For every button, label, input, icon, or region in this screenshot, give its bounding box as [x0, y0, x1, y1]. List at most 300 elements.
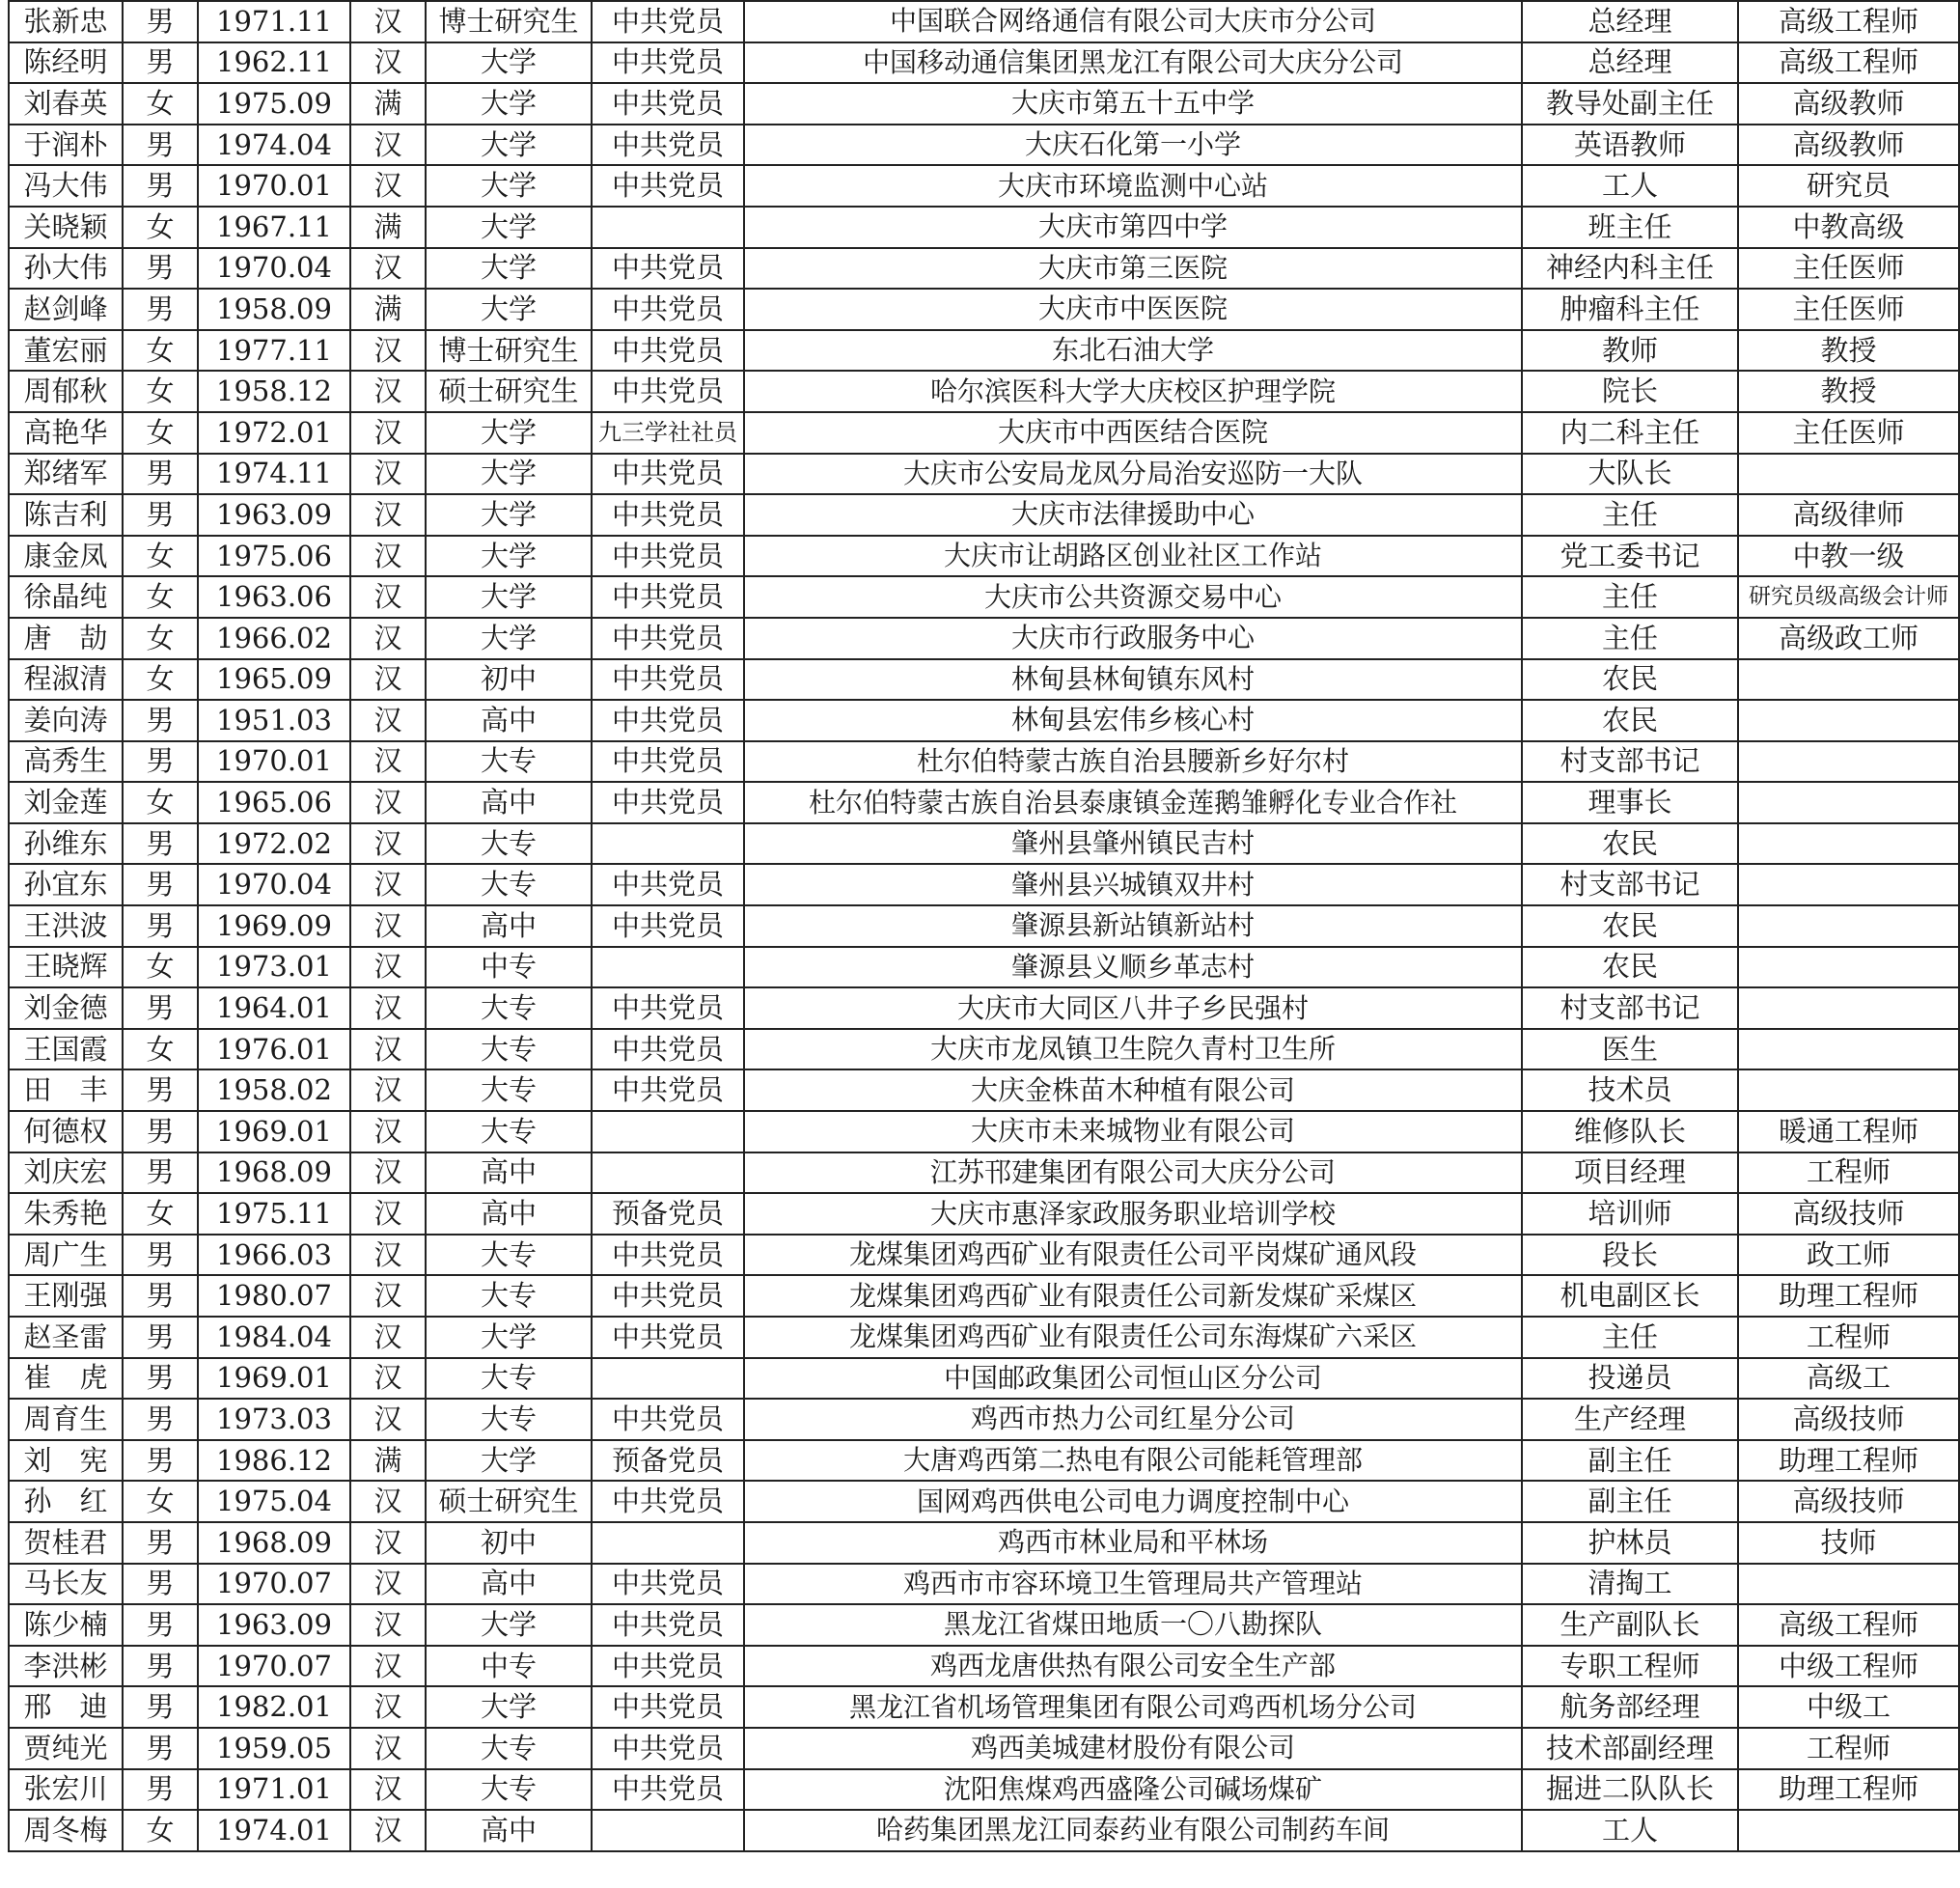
cell-party: 中共党员 — [592, 289, 744, 330]
cell-position: 村支部书记 — [1522, 987, 1738, 1029]
table-row — [9, 165, 1959, 207]
cell-party: 中共党员 — [592, 1728, 744, 1769]
cell-position: 院长 — [1522, 371, 1738, 412]
cell-organization: 龙煤集团鸡西矿业有限责任公司平岗煤矿通风段 — [744, 1235, 1522, 1276]
cell-education: 大学 — [426, 412, 592, 454]
cell-party: 九三学社社员 — [592, 412, 744, 454]
cell-organization: 鸡西市林业局和平林场 — [744, 1522, 1522, 1564]
cell-birth: 1975.09 — [198, 83, 350, 125]
cell-gender: 女 — [123, 1193, 198, 1235]
table-row — [9, 454, 1959, 495]
cell-ethnicity: 汉 — [350, 1810, 426, 1851]
cell-ethnicity: 汉 — [350, 1399, 426, 1440]
cell-gender: 男 — [123, 494, 198, 536]
cell-party — [592, 823, 744, 865]
cell-education: 大学 — [426, 454, 592, 495]
cell-party: 中共党员 — [592, 42, 744, 84]
cell-title: 政工师 — [1738, 1235, 1959, 1276]
cell-party: 中共党员 — [592, 1029, 744, 1070]
cell-organization: 林甸县宏伟乡核心村 — [744, 700, 1522, 741]
cell-education: 高中 — [426, 905, 592, 947]
cell-position: 主任 — [1522, 1317, 1738, 1358]
cell-birth: 1970.07 — [198, 1564, 350, 1605]
cell-gender: 男 — [123, 1235, 198, 1276]
cell-name: 马长友 — [9, 1564, 123, 1605]
cell-birth: 1962.11 — [198, 42, 350, 84]
cell-name: 邢 迪 — [9, 1686, 123, 1728]
cell-organization: 大庆市第四中学 — [744, 207, 1522, 248]
table-row — [9, 1235, 1959, 1276]
cell-party: 中共党员 — [592, 494, 744, 536]
cell-name: 崔 虎 — [9, 1358, 123, 1400]
cell-ethnicity: 汉 — [350, 1029, 426, 1070]
cell-gender: 男 — [123, 1728, 198, 1769]
cell-gender: 男 — [123, 248, 198, 290]
cell-organization: 中国移动通信集团黑龙江有限公司大庆分公司 — [744, 42, 1522, 84]
cell-position: 大队长 — [1522, 454, 1738, 495]
cell-birth: 1970.04 — [198, 248, 350, 290]
cell-title — [1738, 1810, 1959, 1851]
cell-gender: 女 — [123, 1481, 198, 1522]
cell-ethnicity: 汉 — [350, 905, 426, 947]
cell-party: 中共党员 — [592, 741, 744, 783]
cell-title: 助理工程师 — [1738, 1769, 1959, 1811]
cell-organization: 大庆市行政服务中心 — [744, 618, 1522, 659]
cell-ethnicity: 汉 — [350, 1522, 426, 1564]
cell-ethnicity: 汉 — [350, 987, 426, 1029]
cell-party: 中共党员 — [592, 1399, 744, 1440]
table-row — [9, 494, 1959, 536]
cell-birth: 1963.09 — [198, 1604, 350, 1646]
cell-birth: 1975.06 — [198, 536, 350, 577]
cell-ethnicity: 汉 — [350, 1728, 426, 1769]
cell-party: 中共党员 — [592, 864, 744, 905]
cell-birth: 1972.01 — [198, 412, 350, 454]
cell-party — [592, 1152, 744, 1194]
cell-title — [1738, 782, 1959, 823]
cell-education: 大专 — [426, 1399, 592, 1440]
cell-ethnicity: 汉 — [350, 1564, 426, 1605]
cell-title: 高级工程师 — [1738, 42, 1959, 84]
cell-education: 大学 — [426, 618, 592, 659]
cell-position: 航务部经理 — [1522, 1686, 1738, 1728]
cell-party — [592, 1810, 744, 1851]
cell-gender: 女 — [123, 1029, 198, 1070]
cell-education: 高中 — [426, 700, 592, 741]
cell-education: 高中 — [426, 1564, 592, 1605]
cell-ethnicity: 汉 — [350, 42, 426, 84]
cell-gender: 男 — [123, 1, 198, 42]
cell-gender: 男 — [123, 1564, 198, 1605]
roster-body — [9, 1, 1959, 1851]
roster-table — [8, 0, 1960, 1852]
cell-organization: 林甸县林甸镇东风村 — [744, 659, 1522, 701]
cell-gender: 女 — [123, 576, 198, 618]
cell-name: 陈少楠 — [9, 1604, 123, 1646]
cell-education: 大学 — [426, 1440, 592, 1482]
cell-organization: 鸡西市热力公司红星分公司 — [744, 1399, 1522, 1440]
cell-birth: 1965.09 — [198, 659, 350, 701]
cell-name: 康金凤 — [9, 536, 123, 577]
cell-organization: 中国联合网络通信有限公司大庆市分公司 — [744, 1, 1522, 42]
cell-name: 刘 宪 — [9, 1440, 123, 1482]
table-row — [9, 83, 1959, 125]
cell-birth: 1958.02 — [198, 1069, 350, 1111]
cell-ethnicity: 汉 — [350, 1, 426, 42]
table-row — [9, 1604, 1959, 1646]
cell-name: 李洪彬 — [9, 1646, 123, 1687]
cell-position: 总经理 — [1522, 1, 1738, 42]
table-row — [9, 618, 1959, 659]
cell-ethnicity: 满 — [350, 1440, 426, 1482]
table-row — [9, 1564, 1959, 1605]
cell-title — [1738, 1564, 1959, 1605]
cell-gender: 男 — [123, 1069, 198, 1111]
table-row — [9, 1399, 1959, 1440]
cell-organization: 大庆市公共资源交易中心 — [744, 576, 1522, 618]
cell-name: 于润朴 — [9, 125, 123, 166]
cell-organization: 东北石油大学 — [744, 330, 1522, 372]
cell-organization: 大庆市第三医院 — [744, 248, 1522, 290]
cell-birth: 1970.07 — [198, 1646, 350, 1687]
cell-education: 中专 — [426, 947, 592, 988]
cell-birth: 1970.01 — [198, 741, 350, 783]
cell-name: 孙维东 — [9, 823, 123, 865]
table-row — [9, 1686, 1959, 1728]
cell-title: 工程师 — [1738, 1317, 1959, 1358]
cell-title: 高级工程师 — [1738, 1, 1959, 42]
cell-party: 中共党员 — [592, 659, 744, 701]
cell-position: 技术员 — [1522, 1069, 1738, 1111]
cell-ethnicity: 汉 — [350, 536, 426, 577]
cell-position: 农民 — [1522, 905, 1738, 947]
table-row — [9, 823, 1959, 865]
cell-position: 主任 — [1522, 494, 1738, 536]
cell-organization: 大庆市第五十五中学 — [744, 83, 1522, 125]
cell-education: 大专 — [426, 987, 592, 1029]
cell-gender: 女 — [123, 782, 198, 823]
cell-organization: 大庆石化第一小学 — [744, 125, 1522, 166]
cell-ethnicity: 汉 — [350, 1275, 426, 1317]
table-row — [9, 1152, 1959, 1194]
cell-ethnicity: 汉 — [350, 1235, 426, 1276]
cell-position: 班主任 — [1522, 207, 1738, 248]
cell-name: 孙 红 — [9, 1481, 123, 1522]
table-row — [9, 1317, 1959, 1358]
cell-title: 主任医师 — [1738, 412, 1959, 454]
cell-organization: 大庆市公安局龙凤分局治安巡防一大队 — [744, 454, 1522, 495]
cell-education: 大专 — [426, 1769, 592, 1811]
cell-title — [1738, 454, 1959, 495]
cell-title: 中级工程师 — [1738, 1646, 1959, 1687]
cell-organization: 哈尔滨医科大学大庆校区护理学院 — [744, 371, 1522, 412]
cell-education: 大专 — [426, 1029, 592, 1070]
cell-gender: 男 — [123, 1686, 198, 1728]
cell-birth: 1969.09 — [198, 905, 350, 947]
cell-position: 项目经理 — [1522, 1152, 1738, 1194]
cell-name: 高艳华 — [9, 412, 123, 454]
cell-ethnicity: 汉 — [350, 371, 426, 412]
cell-birth: 1980.07 — [198, 1275, 350, 1317]
cell-education: 硕士研究生 — [426, 371, 592, 412]
cell-position: 肿瘤科主任 — [1522, 289, 1738, 330]
cell-ethnicity: 汉 — [350, 1646, 426, 1687]
table-row — [9, 248, 1959, 290]
table-row — [9, 905, 1959, 947]
table-row — [9, 1810, 1959, 1851]
cell-party: 中共党员 — [592, 987, 744, 1029]
cell-education: 大学 — [426, 536, 592, 577]
cell-title — [1738, 905, 1959, 947]
cell-organization: 肇源县新站镇新站村 — [744, 905, 1522, 947]
cell-education: 大学 — [426, 248, 592, 290]
cell-education: 大专 — [426, 1111, 592, 1152]
cell-position: 医生 — [1522, 1029, 1738, 1070]
cell-birth: 1986.12 — [198, 1440, 350, 1482]
cell-education: 大学 — [426, 83, 592, 125]
cell-position: 农民 — [1522, 700, 1738, 741]
cell-ethnicity: 汉 — [350, 165, 426, 207]
cell-birth: 1958.12 — [198, 371, 350, 412]
cell-party: 中共党员 — [592, 618, 744, 659]
cell-name: 高秀生 — [9, 741, 123, 783]
cell-party: 中共党员 — [592, 782, 744, 823]
cell-name: 陈经明 — [9, 42, 123, 84]
cell-position: 总经理 — [1522, 42, 1738, 84]
cell-position: 农民 — [1522, 659, 1738, 701]
cell-education: 博士研究生 — [426, 330, 592, 372]
cell-ethnicity: 汉 — [350, 248, 426, 290]
cell-organization: 杜尔伯特蒙古族自治县泰康镇金莲鹅雏孵化专业合作社 — [744, 782, 1522, 823]
cell-ethnicity: 满 — [350, 289, 426, 330]
cell-ethnicity: 汉 — [350, 1152, 426, 1194]
table-row — [9, 330, 1959, 372]
cell-gender: 男 — [123, 1111, 198, 1152]
cell-position: 村支部书记 — [1522, 741, 1738, 783]
cell-organization: 鸡西美城建材股份有限公司 — [744, 1728, 1522, 1769]
cell-party: 中共党员 — [592, 125, 744, 166]
cell-gender: 男 — [123, 125, 198, 166]
cell-birth: 1965.06 — [198, 782, 350, 823]
cell-position: 主任 — [1522, 576, 1738, 618]
cell-position: 教导处副主任 — [1522, 83, 1738, 125]
table-row — [9, 207, 1959, 248]
cell-position: 村支部书记 — [1522, 864, 1738, 905]
cell-education: 大专 — [426, 1235, 592, 1276]
cell-ethnicity: 汉 — [350, 1769, 426, 1811]
cell-title: 中级工 — [1738, 1686, 1959, 1728]
table-row — [9, 659, 1959, 701]
cell-gender: 男 — [123, 905, 198, 947]
cell-name: 何德权 — [9, 1111, 123, 1152]
cell-organization: 肇州县肇州镇民吉村 — [744, 823, 1522, 865]
cell-gender: 男 — [123, 1358, 198, 1400]
cell-gender: 女 — [123, 618, 198, 659]
cell-name: 周冬梅 — [9, 1810, 123, 1851]
cell-gender: 男 — [123, 42, 198, 84]
cell-position: 内二科主任 — [1522, 412, 1738, 454]
cell-party: 中共党员 — [592, 330, 744, 372]
cell-education: 博士研究生 — [426, 1, 592, 42]
table-row — [9, 1481, 1959, 1522]
cell-party — [592, 1522, 744, 1564]
cell-education: 大学 — [426, 1604, 592, 1646]
cell-gender: 男 — [123, 454, 198, 495]
cell-education: 大学 — [426, 576, 592, 618]
table-row — [9, 1440, 1959, 1482]
cell-position: 副主任 — [1522, 1440, 1738, 1482]
cell-name: 王刚强 — [9, 1275, 123, 1317]
cell-party: 中共党员 — [592, 454, 744, 495]
cell-position: 专职工程师 — [1522, 1646, 1738, 1687]
cell-position: 维修队长 — [1522, 1111, 1738, 1152]
cell-ethnicity: 汉 — [350, 618, 426, 659]
cell-ethnicity: 汉 — [350, 864, 426, 905]
cell-position: 机电副区长 — [1522, 1275, 1738, 1317]
cell-title: 高级律师 — [1738, 494, 1959, 536]
cell-birth: 1970.04 — [198, 864, 350, 905]
cell-organization: 大庆市大同区八井子乡民强村 — [744, 987, 1522, 1029]
cell-party: 中共党员 — [592, 1069, 744, 1111]
cell-title: 高级技师 — [1738, 1481, 1959, 1522]
table-row — [9, 371, 1959, 412]
cell-name: 徐晶纯 — [9, 576, 123, 618]
cell-ethnicity: 汉 — [350, 1686, 426, 1728]
cell-organization: 大唐鸡西第二热电有限公司能耗管理部 — [744, 1440, 1522, 1482]
cell-party: 中共党员 — [592, 576, 744, 618]
table-row — [9, 1275, 1959, 1317]
cell-organization: 大庆市法律援助中心 — [744, 494, 1522, 536]
cell-gender: 女 — [123, 207, 198, 248]
cell-gender: 女 — [123, 1810, 198, 1851]
cell-organization: 哈药集团黑龙江同泰药业有限公司制药车间 — [744, 1810, 1522, 1851]
cell-ethnicity: 满 — [350, 207, 426, 248]
table-row — [9, 741, 1959, 783]
cell-name: 唐 劼 — [9, 618, 123, 659]
cell-party — [592, 947, 744, 988]
cell-birth: 1974.11 — [198, 454, 350, 495]
cell-gender: 女 — [123, 536, 198, 577]
cell-organization: 沈阳焦煤鸡西盛隆公司碱场煤矿 — [744, 1769, 1522, 1811]
table-row — [9, 1769, 1959, 1811]
cell-gender: 男 — [123, 1275, 198, 1317]
cell-gender: 女 — [123, 83, 198, 125]
cell-birth: 1971.01 — [198, 1769, 350, 1811]
cell-organization: 大庆金株苗木种植有限公司 — [744, 1069, 1522, 1111]
cell-organization: 鸡西龙唐供热有限公司安全生产部 — [744, 1646, 1522, 1687]
cell-organization: 中国邮政集团公司恒山区分公司 — [744, 1358, 1522, 1400]
cell-title: 助理工程师 — [1738, 1275, 1959, 1317]
cell-organization: 大庆市让胡路区创业社区工作站 — [744, 536, 1522, 577]
cell-organization: 大庆市龙凤镇卫生院久青村卫生所 — [744, 1029, 1522, 1070]
cell-birth: 1975.11 — [198, 1193, 350, 1235]
cell-gender: 男 — [123, 1646, 198, 1687]
cell-position: 神经内科主任 — [1522, 248, 1738, 290]
cell-organization: 大庆市未来城物业有限公司 — [744, 1111, 1522, 1152]
cell-education: 初中 — [426, 659, 592, 701]
table-row — [9, 42, 1959, 84]
cell-organization: 肇源县义顺乡革志村 — [744, 947, 1522, 988]
cell-name: 贺桂君 — [9, 1522, 123, 1564]
cell-name: 王国霞 — [9, 1029, 123, 1070]
cell-organization: 龙煤集团鸡西矿业有限责任公司东海煤矿六采区 — [744, 1317, 1522, 1358]
cell-party: 预备党员 — [592, 1440, 744, 1482]
cell-party: 中共党员 — [592, 1769, 744, 1811]
cell-organization: 国网鸡西供电公司电力调度控制中心 — [744, 1481, 1522, 1522]
cell-ethnicity: 汉 — [350, 1358, 426, 1400]
cell-education: 大学 — [426, 42, 592, 84]
table-row — [9, 987, 1959, 1029]
cell-position: 技术部副经理 — [1522, 1728, 1738, 1769]
cell-title — [1738, 823, 1959, 865]
cell-party: 中共党员 — [592, 1686, 744, 1728]
cell-organization: 鸡西市市容环境卫生管理局共产管理站 — [744, 1564, 1522, 1605]
cell-ethnicity: 汉 — [350, 454, 426, 495]
cell-name: 郑绪军 — [9, 454, 123, 495]
cell-name: 刘庆宏 — [9, 1152, 123, 1194]
cell-organization: 大庆市环境监测中心站 — [744, 165, 1522, 207]
cell-education: 大学 — [426, 125, 592, 166]
cell-ethnicity: 汉 — [350, 1069, 426, 1111]
cell-name: 关晓颖 — [9, 207, 123, 248]
table-row — [9, 782, 1959, 823]
cell-education: 大专 — [426, 1069, 592, 1111]
cell-party: 中共党员 — [592, 1317, 744, 1358]
cell-ethnicity: 汉 — [350, 659, 426, 701]
cell-party — [592, 207, 744, 248]
cell-party — [592, 1358, 744, 1400]
cell-name: 周广生 — [9, 1235, 123, 1276]
cell-gender: 女 — [123, 947, 198, 988]
cell-party: 中共党员 — [592, 1, 744, 42]
cell-name: 孙宜东 — [9, 864, 123, 905]
cell-organization: 大庆市中医医院 — [744, 289, 1522, 330]
cell-education: 大学 — [426, 1317, 592, 1358]
cell-organization: 大庆市惠泽家政服务职业培训学校 — [744, 1193, 1522, 1235]
cell-gender: 男 — [123, 823, 198, 865]
table-row — [9, 1069, 1959, 1111]
cell-birth: 1976.01 — [198, 1029, 350, 1070]
cell-birth: 1984.04 — [198, 1317, 350, 1358]
cell-name: 贾纯光 — [9, 1728, 123, 1769]
cell-party — [592, 1111, 744, 1152]
cell-title: 教授 — [1738, 330, 1959, 372]
cell-position: 农民 — [1522, 823, 1738, 865]
cell-education: 大专 — [426, 1728, 592, 1769]
cell-name: 王晓辉 — [9, 947, 123, 988]
cell-education: 大专 — [426, 823, 592, 865]
cell-name: 王洪波 — [9, 905, 123, 947]
cell-ethnicity: 汉 — [350, 125, 426, 166]
cell-name: 周郁秋 — [9, 371, 123, 412]
table-row — [9, 1193, 1959, 1235]
cell-position: 工人 — [1522, 165, 1738, 207]
cell-position: 工人 — [1522, 1810, 1738, 1851]
cell-gender: 女 — [123, 412, 198, 454]
cell-name: 刘金德 — [9, 987, 123, 1029]
cell-party: 中共党员 — [592, 165, 744, 207]
table-row — [9, 289, 1959, 330]
cell-ethnicity: 汉 — [350, 330, 426, 372]
cell-position: 党工委书记 — [1522, 536, 1738, 577]
cell-ethnicity: 汉 — [350, 1111, 426, 1152]
cell-position: 生产副队长 — [1522, 1604, 1738, 1646]
cell-name: 周育生 — [9, 1399, 123, 1440]
table-row — [9, 947, 1959, 988]
table-row — [9, 1358, 1959, 1400]
cell-organization: 江苏邗建集团有限公司大庆分公司 — [744, 1152, 1522, 1194]
cell-party: 中共党员 — [592, 248, 744, 290]
